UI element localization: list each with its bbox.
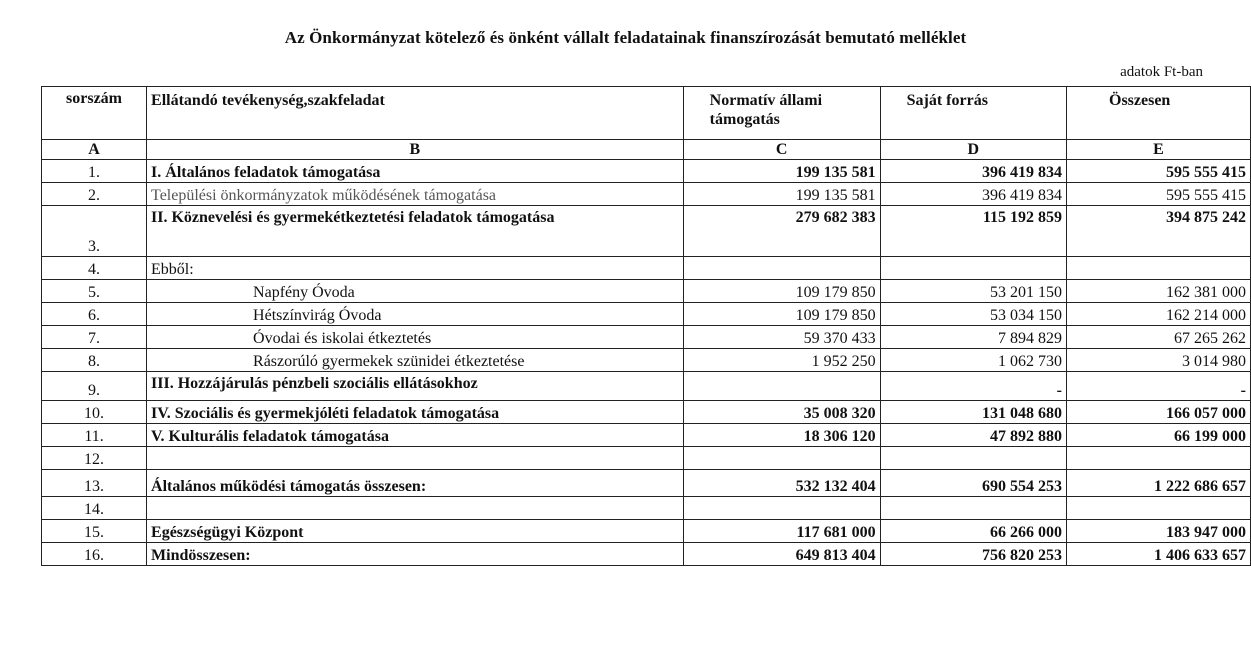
header-sorszam: sorszám [42,87,147,140]
row-normative [683,447,880,470]
table-row [42,280,1251,303]
row-normative: 279 682 383 [683,206,880,257]
row-number: 3. [42,206,147,257]
row-own-source [880,497,1066,520]
row-own-source: - [880,372,1066,401]
row-label: Egészségügyi Központ [147,520,684,543]
table-row [42,303,1251,326]
row-number: 15. [42,520,147,543]
row-label: Óvodai és iskolai étkeztetés [147,326,684,349]
table-row [42,349,1251,372]
row-normative: 59 370 433 [683,326,880,349]
finance-table [41,86,1251,566]
row-label: I. Általános feladatok támogatása [147,160,684,183]
row-normative: 109 179 850 [683,303,880,326]
row-label: IV. Szociális és gyermekjóléti feladatok támogatása [147,401,684,424]
row-label: V. Kulturális feladatok támogatása [147,424,684,447]
row-normative [683,257,880,280]
row-normative: 199 135 581 [683,183,880,206]
row-label [147,497,684,520]
row-normative: 1 952 250 [683,349,880,372]
row-normative [683,372,880,401]
row-total [1067,497,1251,520]
letter-c: C [683,140,880,160]
table-row [42,401,1251,424]
row-normative: 18 306 120 [683,424,880,447]
table-row [42,206,1251,257]
row-total [1067,447,1251,470]
unit-note: adatok Ft-ban [1120,64,1203,80]
row-total [1067,257,1251,280]
table-row [42,257,1251,280]
row-own-source: 115 192 859 [880,206,1066,257]
row-normative: 35 008 320 [683,401,880,424]
row-label: Települési önkormányzatok működésének támogatása [147,183,684,206]
row-number: 9. [42,372,147,401]
table-row [42,497,1251,520]
table-row [42,183,1251,206]
row-own-source [880,257,1066,280]
row-label: II. Köznevelési és gyermekétkeztetési feladatok támogatása [147,206,684,257]
row-label: III. Hozzájárulás pénzbeli szociális ellátásokhoz [147,372,684,401]
row-own-source: 131 048 680 [880,401,1066,424]
row-normative: 117 681 000 [683,520,880,543]
row-normative: 649 813 404 [683,543,880,566]
row-total: 67 265 262 [1067,326,1251,349]
row-total: 166 057 000 [1067,401,1251,424]
letter-b: B [147,140,684,160]
table-row [42,326,1251,349]
table-row [42,160,1251,183]
row-own-source: 53 034 150 [880,303,1066,326]
header-row [42,87,1251,140]
header-activity: Ellátandó tevékenység,szakfeladat [147,87,684,140]
row-number: 2. [42,183,147,206]
row-label [147,447,684,470]
row-normative: 532 132 404 [683,470,880,497]
row-total: - [1067,372,1251,401]
row-own-source: 396 419 834 [880,160,1066,183]
row-number: 1. [42,160,147,183]
row-number: 7. [42,326,147,349]
letter-row [42,140,1251,160]
table-row [42,470,1251,497]
table-row [42,372,1251,401]
row-number: 16. [42,543,147,566]
table-row [42,543,1251,566]
letter-d: D [880,140,1066,160]
row-total: 595 555 415 [1067,183,1251,206]
table-row [42,520,1251,543]
row-label: Hétszínvirág Óvoda [147,303,684,326]
row-total: 394 875 242 [1067,206,1251,257]
row-own-source: 47 892 880 [880,424,1066,447]
row-total: 3 014 980 [1067,349,1251,372]
row-own-source: 690 554 253 [880,470,1066,497]
row-label: Napfény Óvoda [147,280,684,303]
page-title: Az Önkormányzat kötelező és önként vállalt feladatainak finanszírozását bemutató melléklet [284,28,967,47]
header-own-source: Saját forrás [880,87,1066,140]
row-total: 595 555 415 [1067,160,1251,183]
row-number: 12. [42,447,147,470]
row-number: 11. [42,424,147,447]
letter-e: E [1067,140,1251,160]
row-own-source: 396 419 834 [880,183,1066,206]
row-total: 1 406 633 657 [1067,543,1251,566]
row-label: Ebből: [147,257,684,280]
row-own-source: 756 820 253 [880,543,1066,566]
row-label: Általános működési támogatás összesen: [147,470,684,497]
row-number: 14. [42,497,147,520]
header-total: Összesen [1067,87,1251,140]
row-label: Rászorúló gyermekek szünidei étkeztetése [147,349,684,372]
row-normative [683,497,880,520]
table-row [42,447,1251,470]
row-number: 4. [42,257,147,280]
row-number: 6. [42,303,147,326]
row-number: 8. [42,349,147,372]
letter-a: A [42,140,147,160]
row-number: 10. [42,401,147,424]
row-own-source: 66 266 000 [880,520,1066,543]
row-total: 1 222 686 657 [1067,470,1251,497]
header-normative: Normatív állami támogatás [683,87,880,140]
row-total: 183 947 000 [1067,520,1251,543]
row-normative: 199 135 581 [683,160,880,183]
table-row [42,424,1251,447]
row-number: 13. [42,470,147,497]
row-own-source [880,447,1066,470]
row-own-source: 7 894 829 [880,326,1066,349]
row-label: Mindösszesen: [147,543,684,566]
row-number: 5. [42,280,147,303]
row-normative: 109 179 850 [683,280,880,303]
row-total: 162 381 000 [1067,280,1251,303]
row-own-source: 1 062 730 [880,349,1066,372]
row-total: 162 214 000 [1067,303,1251,326]
row-total: 66 199 000 [1067,424,1251,447]
row-own-source: 53 201 150 [880,280,1066,303]
